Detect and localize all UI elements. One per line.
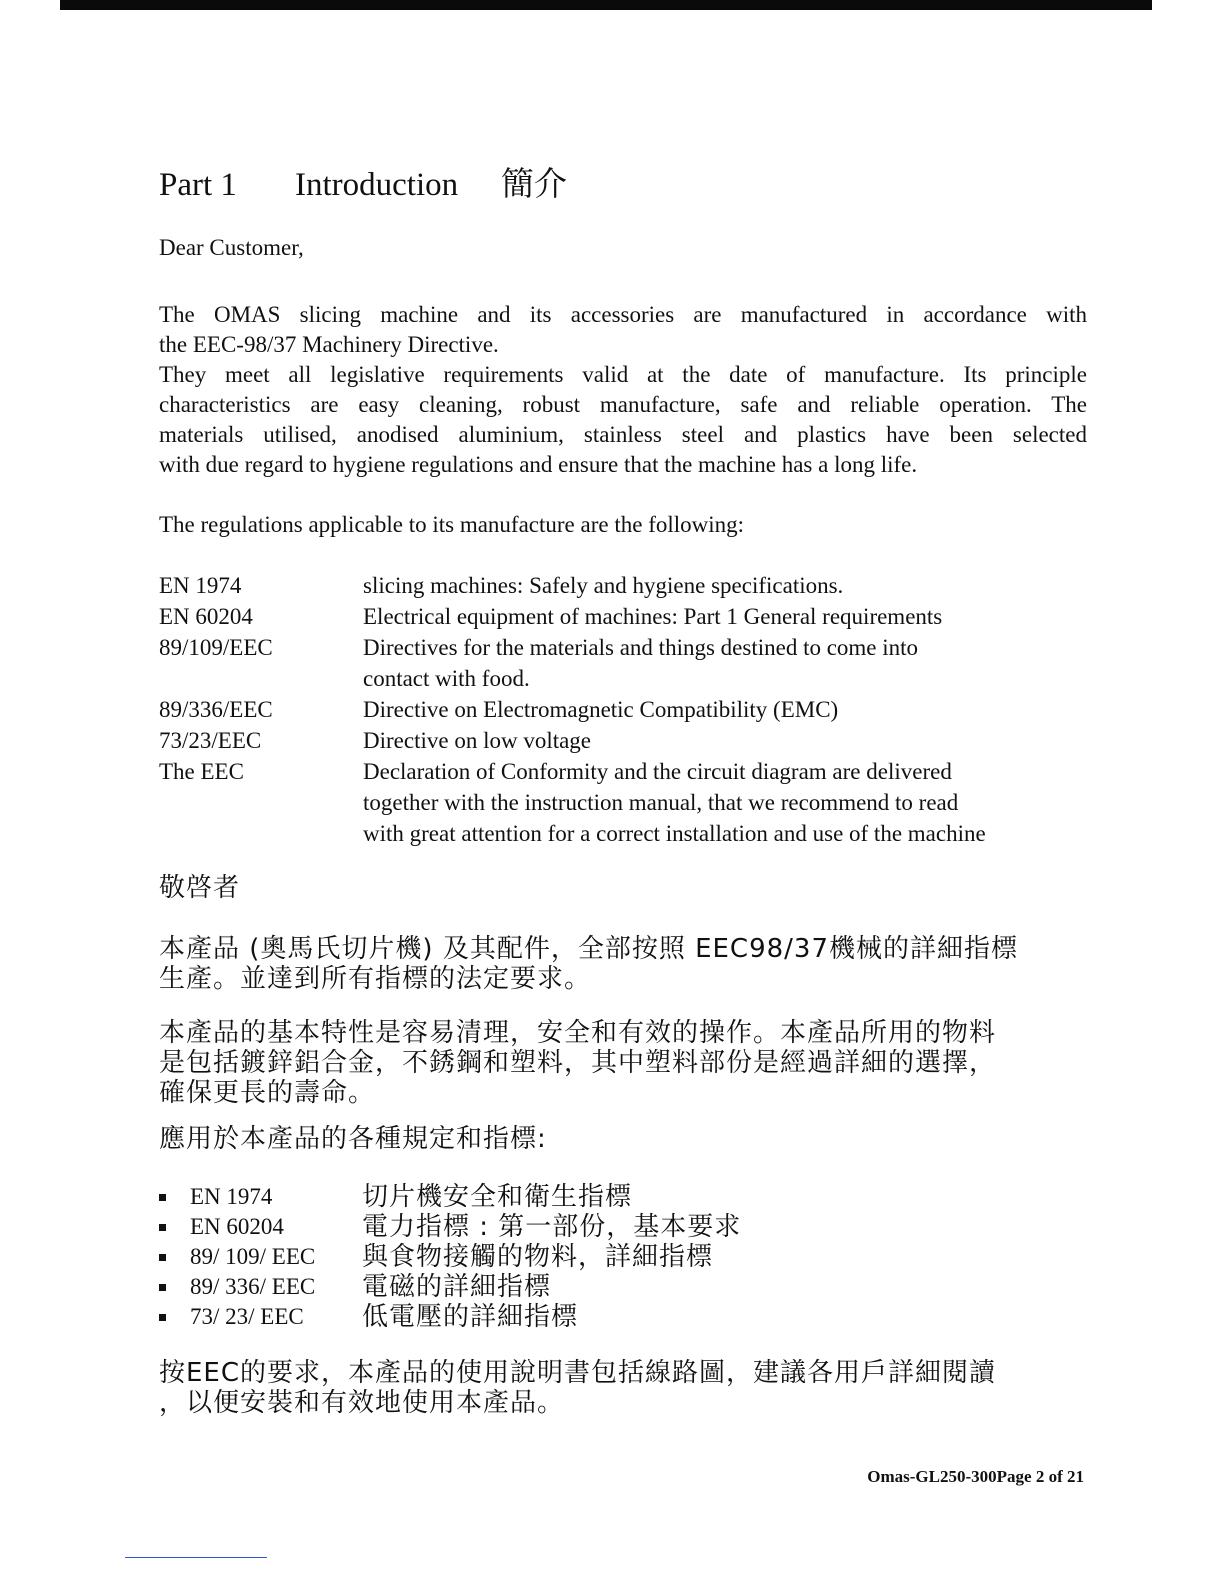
- regulation-code: The EEC: [159, 759, 244, 784]
- list-item-desc: 低電壓的詳細指標: [362, 1302, 579, 1332]
- title-zh: 簡介: [501, 167, 567, 203]
- intro-line: characteristics are easy cleaning, robust manufacture, safe and reliable operation. The: [159, 392, 1087, 417]
- regulation-row: [159, 756, 1083, 849]
- regulations-table: [159, 570, 1083, 849]
- list-item-code: EN 1974: [190, 1184, 273, 1209]
- list-item-code: 89/ 336/ EEC: [190, 1274, 316, 1299]
- list-item-code: 73/ 23/ EEC: [190, 1304, 304, 1329]
- zh-paragraph-2: 本產品的基本特性是容易清理，安全和有效的操作。本產品所用的物料 是包括鍍鋅鋁合金，不銹鋼和塑料，其中塑料部份是經過詳細的選擇， 確保更長的壽命。: [159, 1018, 997, 1108]
- regulation-desc: Declaration of Conformity and the circuit diagram are delivered together with the instruction manual, that we recommend to read with great attention for a correct installation and use of the machine: [363, 759, 986, 846]
- intro-line: The OMAS slicing machine and its accessories are manufactured in accordance with: [159, 302, 1087, 327]
- list-item: [159, 1272, 741, 1302]
- regulation-code: 73/23/EEC: [159, 728, 262, 753]
- regulation-code: EN 60204: [159, 604, 253, 629]
- regulation-desc: Directives for the materials and things destined to come into contact with food.: [363, 635, 919, 691]
- list-item-desc: 電磁的詳細指標: [362, 1272, 552, 1302]
- intro-line: materials utilised, anodised aluminium, stainless steel and plastics have been selected: [159, 422, 1087, 447]
- list-item-code: 89/ 109/ EEC: [190, 1244, 316, 1269]
- intro-line: They meet all legislative requirements valid at the date of manufacture. Its principle: [159, 362, 1087, 387]
- regulation-desc: slicing machines: Safely and hygiene specifications.: [363, 573, 844, 598]
- title-en: Introduction: [295, 167, 459, 203]
- zh-list-intro: 應用於本產品的各種規定和指標:: [159, 1124, 547, 1154]
- regulation-row: [159, 632, 1083, 694]
- bottom-line: [125, 1557, 267, 1558]
- list-item-desc: 與食物接觸的物料，詳細指標: [362, 1242, 714, 1272]
- intro-line: the EEC-98/37 Machinery Directive.: [159, 332, 499, 357]
- list-item: [159, 1182, 741, 1212]
- page-footer: Omas-GL250-300Page 2 of 21: [867, 1467, 1084, 1486]
- regulation-code: 89/336/EEC: [159, 697, 273, 722]
- regulation-row: [159, 725, 1083, 756]
- regulation-code: EN 1974: [159, 573, 242, 598]
- list-item: [159, 1302, 741, 1332]
- zh-closing: 按EEC的要求，本產品的使用說明書包括線路圖，建議各用戶詳細閱讀 ，以便安裝和有效地使用本產品。: [159, 1358, 997, 1418]
- bullet-icon: [159, 1194, 166, 1201]
- list-item: [159, 1212, 741, 1242]
- intro-paragraph: [159, 300, 1087, 480]
- regulation-row: [159, 570, 1083, 601]
- regulations-intro: The regulations applicable to its manufacture are the following:: [159, 512, 745, 537]
- bullet-icon: [159, 1254, 166, 1261]
- regulation-row: [159, 694, 1083, 725]
- page-title: [159, 158, 567, 205]
- list-item: [159, 1242, 741, 1272]
- regulation-desc: Electrical equipment of machines: Part 1 General requirements: [363, 604, 943, 629]
- top-rule: [60, 0, 1152, 10]
- part-number: Part 1: [159, 167, 237, 203]
- bullet-icon: [159, 1314, 166, 1321]
- salutation: Dear Customer,: [159, 235, 304, 260]
- list-item-code: EN 60204: [190, 1214, 284, 1239]
- bullet-icon: [159, 1224, 166, 1231]
- regulation-desc: Directive on Electromagnetic Compatibility (EMC): [363, 697, 839, 722]
- intro-line: with due regard to hygiene regulations and ensure that the machine has a long life.: [159, 452, 918, 477]
- list-item-desc: 切片機安全和衛生指標: [362, 1182, 633, 1212]
- list-item-desc: 電力指標 : 第一部份，基本要求: [362, 1212, 742, 1242]
- zh-salutation: 敬啓者: [159, 873, 241, 903]
- zh-paragraph-1: 本產品 (奧馬氏切片機) 及其配件，全部按照 EEC98/37機械的詳細指標 生產。並達到所有指標的法定要求。: [159, 934, 1019, 994]
- bullet-icon: [159, 1284, 166, 1291]
- regulation-row: [159, 601, 1083, 632]
- zh-regulations-list: [159, 1182, 741, 1332]
- regulation-code: 89/109/EEC: [159, 635, 273, 660]
- regulation-desc: Directive on low voltage: [363, 728, 592, 753]
